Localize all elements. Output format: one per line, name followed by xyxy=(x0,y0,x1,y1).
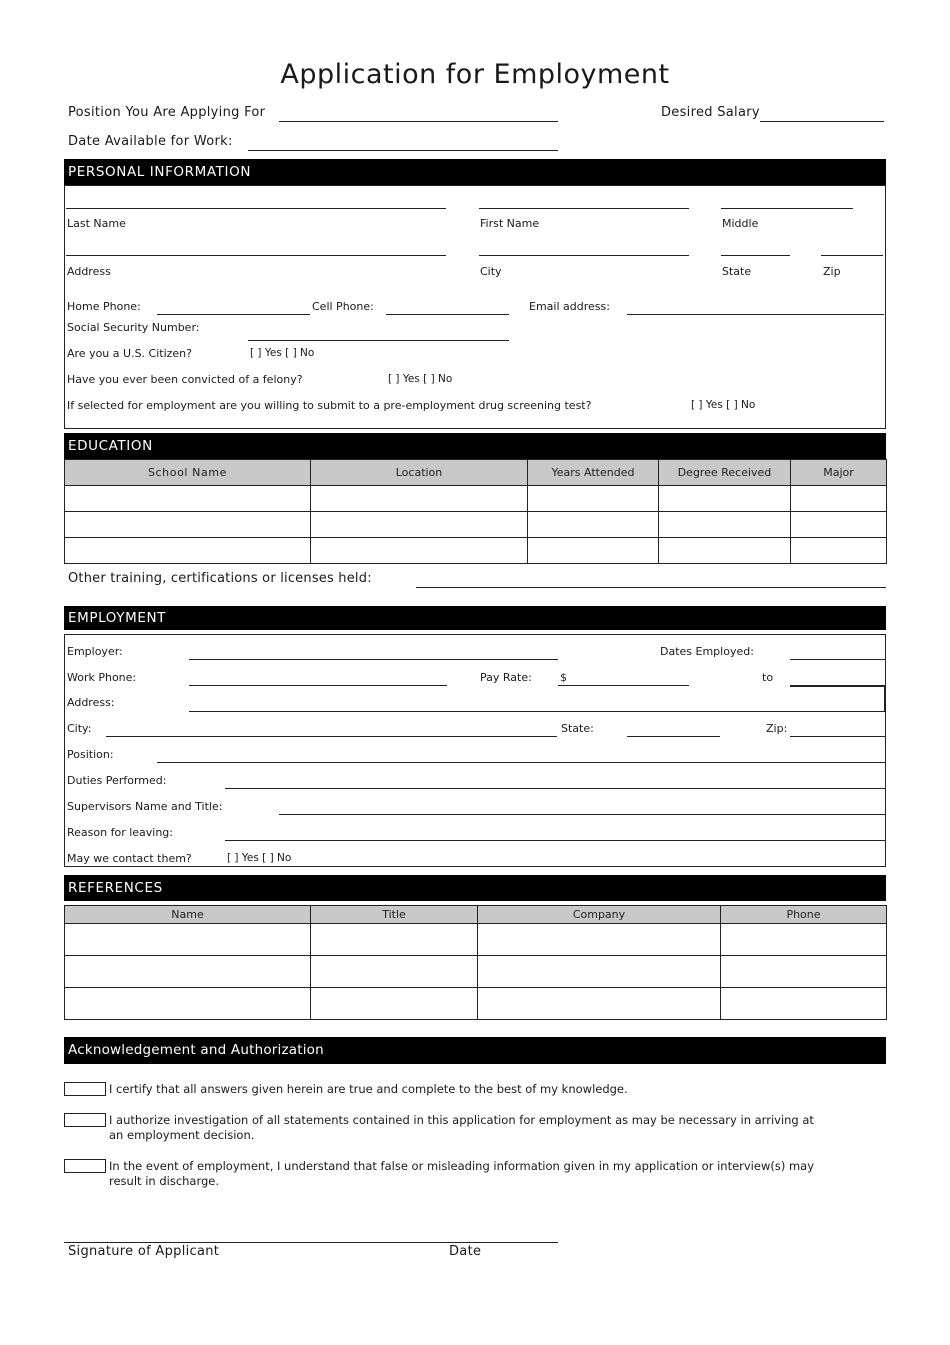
first-name-label: First Name xyxy=(480,217,540,230)
contact-question: May we contact them? xyxy=(67,852,192,865)
discharge-statement: In the event of employment, I understand that false or misleading information given in my application or interview(s) may result in discharge. xyxy=(109,1159,815,1188)
pay-rate-label: Pay Rate: xyxy=(480,671,532,684)
table-cell[interactable] xyxy=(65,924,311,956)
table-row xyxy=(65,538,887,564)
row-divider xyxy=(884,686,885,711)
education-col-major: Major xyxy=(791,460,887,486)
employer-label: Employer: xyxy=(67,645,123,658)
cell-phone-label: Cell Phone: xyxy=(312,300,374,313)
table-cell[interactable] xyxy=(65,486,311,512)
employer-city-field[interactable] xyxy=(106,736,557,737)
discharge-checkbox[interactable] xyxy=(64,1159,106,1173)
state-label: State xyxy=(722,265,752,278)
references-col-name: Name xyxy=(65,906,311,924)
certify-statement: I certify that all answers given herein are true and complete to the best of my knowledge. xyxy=(109,1082,628,1096)
table-cell[interactable] xyxy=(791,512,887,538)
personal-info-section xyxy=(64,185,886,429)
certify-checkbox[interactable] xyxy=(64,1082,106,1096)
dates-to-label: to xyxy=(762,671,774,684)
education-col-location: Location xyxy=(311,460,528,486)
references-col-phone: Phone xyxy=(721,906,887,924)
table-cell[interactable] xyxy=(721,924,887,956)
employer-address-field[interactable] xyxy=(189,711,885,712)
supervisor-label: Supervisors Name and Title: xyxy=(67,800,223,813)
salary-label: Desired Salary xyxy=(661,105,760,120)
references-col-company: Company xyxy=(478,906,721,924)
other-training-label: Other training, certifications or licenses held: xyxy=(68,571,372,586)
citizen-options[interactable]: [ ] Yes [ ] No xyxy=(250,347,315,359)
employer-zip-label: Zip: xyxy=(766,722,788,735)
duties-label: Duties Performed: xyxy=(67,774,167,787)
drug-test-options[interactable]: [ ] Yes [ ] No xyxy=(691,399,756,411)
position-label: Position You Are Applying For xyxy=(68,105,266,120)
table-row xyxy=(65,512,887,538)
date-label: Date xyxy=(449,1244,482,1259)
education-table xyxy=(64,459,887,564)
table-cell[interactable] xyxy=(659,512,791,538)
employment-heading: EMPLOYMENT xyxy=(64,606,886,630)
table-cell[interactable] xyxy=(311,924,478,956)
felony-question: Have you ever been convicted of a felony? xyxy=(67,373,303,386)
ssn-field[interactable] xyxy=(248,340,509,341)
page-title: Application for Employment xyxy=(280,59,670,90)
contact-options[interactable]: [ ] Yes [ ] No xyxy=(227,852,292,864)
table-cell[interactable] xyxy=(311,538,528,564)
signature-line[interactable] xyxy=(64,1242,558,1243)
middle-field[interactable] xyxy=(721,208,853,209)
education-col-school: School Name xyxy=(65,460,311,486)
middle-label: Middle xyxy=(722,217,759,230)
table-cell[interactable] xyxy=(721,988,887,1020)
table-cell[interactable] xyxy=(65,512,311,538)
ssn-label: Social Security Number: xyxy=(67,321,200,334)
salary-field[interactable] xyxy=(760,121,884,122)
table-cell[interactable] xyxy=(659,486,791,512)
felony-options[interactable]: [ ] Yes [ ] No xyxy=(388,373,453,385)
table-cell[interactable] xyxy=(791,486,887,512)
last-name-label: Last Name xyxy=(67,217,126,230)
address-field[interactable] xyxy=(66,255,446,256)
references-col-title: Title xyxy=(311,906,478,924)
reason-leaving-label: Reason for leaving: xyxy=(67,826,173,839)
table-cell[interactable] xyxy=(478,924,721,956)
personal-info-heading: PERSONAL INFORMATION xyxy=(64,159,886,186)
acknowledgement-heading: Acknowledgement and Authorization xyxy=(64,1037,886,1064)
city-label: City xyxy=(480,265,502,278)
table-cell[interactable] xyxy=(65,538,311,564)
table-cell[interactable] xyxy=(528,486,659,512)
position-held-label: Position: xyxy=(67,748,114,761)
email-field[interactable] xyxy=(627,314,884,315)
table-cell[interactable] xyxy=(528,538,659,564)
table-cell[interactable] xyxy=(721,956,887,988)
authorize-checkbox[interactable] xyxy=(64,1113,106,1127)
references-heading: REFERENCES xyxy=(64,875,886,901)
table-cell[interactable] xyxy=(311,486,528,512)
cell-phone-field[interactable] xyxy=(386,314,509,315)
supervisor-field[interactable] xyxy=(279,814,885,815)
authorize-statement: I authorize investigation of all statements contained in this application for employment as may be necessary in arriving at an employment decision. xyxy=(109,1113,814,1142)
education-col-years: Years Attended xyxy=(528,460,659,486)
table-cell[interactable] xyxy=(65,988,311,1020)
employer-state-label: State: xyxy=(561,722,594,735)
position-held-field[interactable] xyxy=(157,762,885,763)
duties-field[interactable] xyxy=(225,788,885,789)
first-name-field[interactable] xyxy=(479,208,689,209)
table-row xyxy=(65,486,887,512)
employer-field[interactable] xyxy=(189,659,558,660)
work-phone-label: Work Phone: xyxy=(67,671,137,684)
employment-section xyxy=(64,634,886,867)
currency-symbol: $ xyxy=(560,671,567,684)
table-cell[interactable] xyxy=(311,988,478,1020)
state-field[interactable] xyxy=(721,255,790,256)
drug-test-question: If selected for employment are you willing to submit to a pre-employment drug screening test? xyxy=(67,399,592,412)
date-available-field[interactable] xyxy=(248,150,558,151)
date-available-label: Date Available for Work: xyxy=(68,134,233,149)
home-phone-label: Home Phone: xyxy=(67,300,141,313)
zip-label: Zip xyxy=(823,265,841,278)
row-divider xyxy=(790,686,885,687)
position-field[interactable] xyxy=(279,121,558,122)
table-cell[interactable] xyxy=(65,956,311,988)
work-phone-field[interactable] xyxy=(189,685,447,686)
employer-city-label: City: xyxy=(67,722,92,735)
education-heading: EDUCATION xyxy=(64,433,886,459)
other-training-field[interactable] xyxy=(416,587,886,588)
last-name-field[interactable] xyxy=(66,208,446,209)
pay-rate-field[interactable] xyxy=(558,685,689,686)
employer-state-field[interactable] xyxy=(627,736,720,737)
education-col-degree: Degree Received xyxy=(659,460,791,486)
table-cell[interactable] xyxy=(659,538,791,564)
employer-address-label: Address: xyxy=(67,696,115,709)
home-phone-field[interactable] xyxy=(157,314,310,315)
signature-label: Signature of Applicant xyxy=(68,1244,220,1259)
table-cell[interactable] xyxy=(311,512,528,538)
table-row xyxy=(65,956,887,988)
table-row xyxy=(65,924,887,956)
address-label: Address xyxy=(67,265,111,278)
email-label: Email address: xyxy=(529,300,610,313)
citizen-question: Are you a U.S. Citizen? xyxy=(67,347,192,360)
references-table xyxy=(64,905,887,1020)
zip-field[interactable] xyxy=(821,255,883,256)
dates-employed-from-field[interactable] xyxy=(790,659,885,660)
dates-employed-label: Dates Employed: xyxy=(660,645,754,658)
employer-zip-field[interactable] xyxy=(790,736,885,737)
reason-leaving-field[interactable] xyxy=(225,840,885,841)
table-cell[interactable] xyxy=(478,956,721,988)
table-row xyxy=(65,988,887,1020)
table-cell[interactable] xyxy=(791,538,887,564)
table-cell[interactable] xyxy=(311,956,478,988)
table-cell[interactable] xyxy=(528,512,659,538)
table-cell[interactable] xyxy=(478,988,721,1020)
city-field[interactable] xyxy=(479,255,689,256)
